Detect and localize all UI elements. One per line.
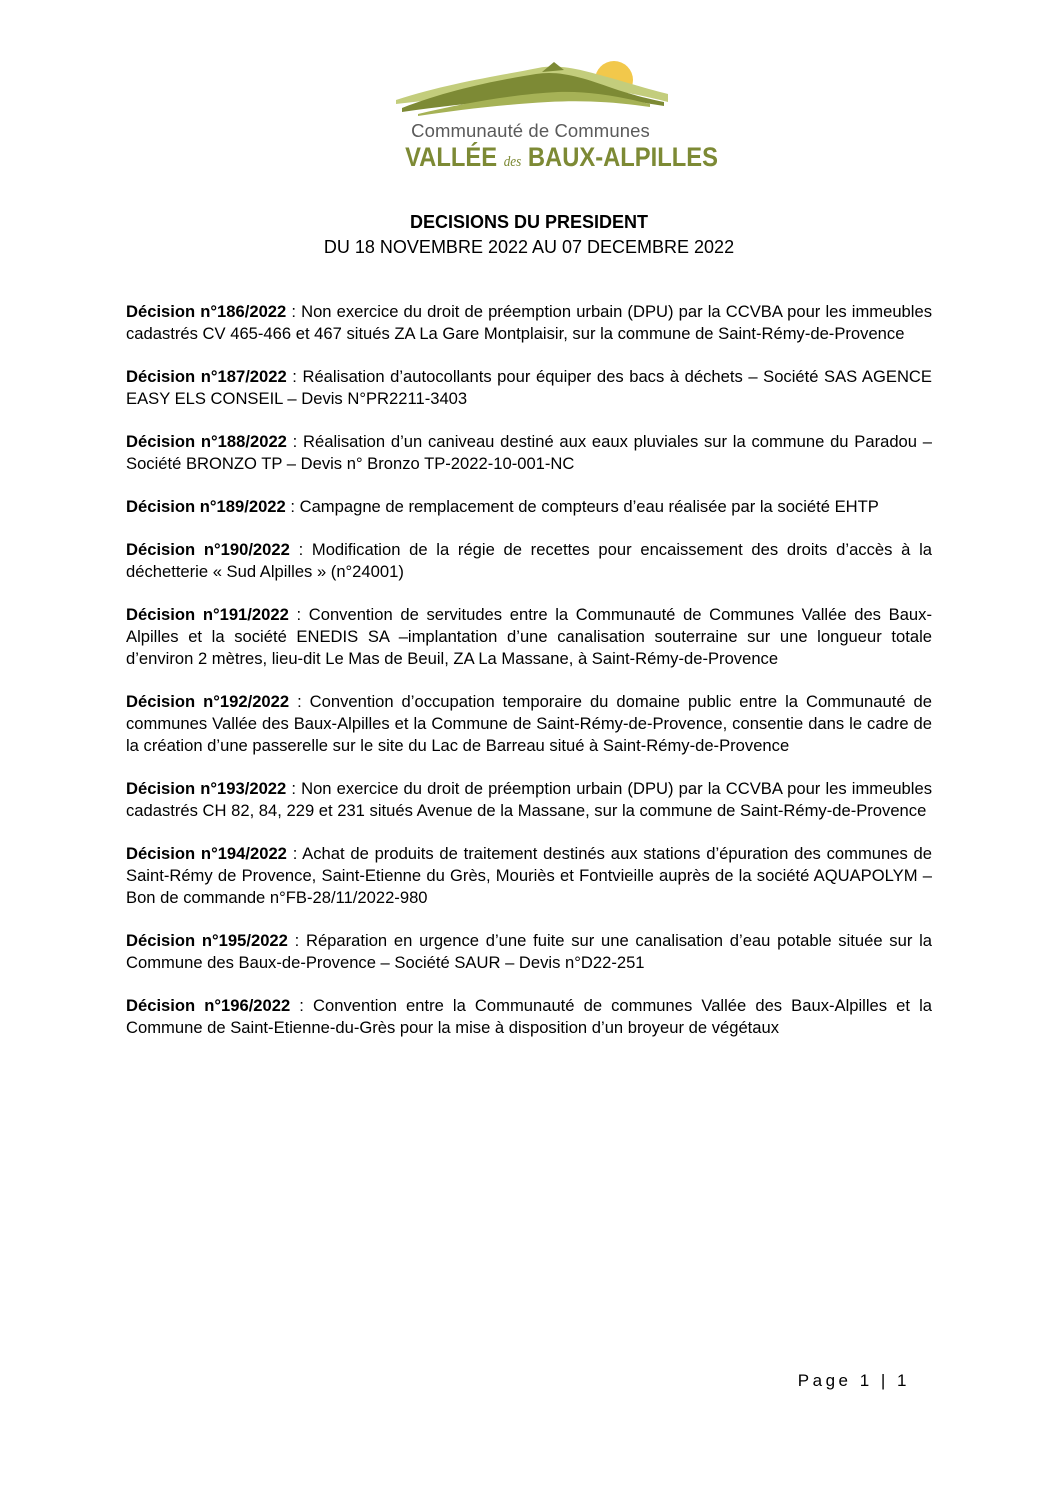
- document-title: DECISIONS DU PRESIDENT: [409, 212, 649, 232]
- decisions-list: [126, 301, 932, 1060]
- decision-number: Décision n°193/2022: [126, 779, 287, 798]
- decision-number: Décision n°187/2022: [126, 367, 287, 386]
- decision-text: : Réparation en urgence d’une fuite sur une canalisation d’eau potable située sur la Commune des Baux-de-Provence – Société SAUR – Devis n°D22-251: [126, 931, 932, 972]
- decision-item: [126, 539, 932, 583]
- decision-number: Décision n°192/2022: [126, 692, 290, 711]
- logo-word-baux-alpilles: BAUX-ALPILLES: [527, 142, 718, 172]
- decision-text: : Non exercice du droit de préemption urbain (DPU) par la CCVBA pour les immeubles cadastrés CV 465-466 et 467 situés ZA La Gare Montplaisir, sur la commune de Saint-Rémy-de-Provence: [126, 302, 932, 343]
- logo-word-vallee: VALLÉE: [405, 142, 498, 172]
- decision-item: [126, 930, 932, 974]
- decision-item: [126, 604, 932, 670]
- decision-number: Décision n°189/2022: [126, 497, 286, 516]
- ccvba-logo: [388, 58, 718, 178]
- decision-number: Décision n°191/2022: [126, 605, 289, 624]
- document-header: [126, 210, 932, 260]
- hills-sun-icon: [388, 58, 673, 120]
- decision-item: [126, 778, 932, 822]
- decision-text: : Convention d’occupation temporaire du domaine public entre la Communauté de communes Vallée des Baux-Alpilles et la Commune de Saint-Rémy-de-Provence, consentie dans le cadre de la création d’une passerelle sur le site du Lac de Barreau situé à Saint-Rémy-de-Provence: [126, 692, 932, 755]
- document-subtitle: DU 18 NOVEMBRE 2022 AU 07 DECEMBRE 2022: [323, 237, 735, 257]
- decision-text: : Non exercice du droit de préemption urbain (DPU) par la CCVBA pour les immeubles cadastrés CH 82, 84, 229 et 231 situés Avenue de la Massane, sur la commune de Saint-Rémy-de-Provence: [126, 779, 932, 820]
- decision-number: Décision n°190/2022: [126, 540, 290, 559]
- logo-word-des: des: [503, 154, 522, 170]
- decision-text: : Achat de produits de traitement destinés aux stations d’épuration des communes de Saint-Rémy de Provence, Saint-Etienne du Grès, Mouriès et Fontvieille auprès de la société AQUAPOLYM – Bon de commande n°FB-28/11/2022-980: [126, 844, 932, 907]
- decision-text: : Réalisation d’autocollants pour équiper des bacs à déchets – Société SAS AGENCE EASY ELS CONSEIL – Devis N°PR2211-3403: [126, 367, 932, 408]
- decision-text: : Campagne de remplacement de compteurs d’eau réalisée par la société EHTP: [285, 497, 879, 516]
- decision-item: [126, 496, 932, 518]
- decision-text: : Convention entre la Communauté de communes Vallée des Baux-Alpilles et la Commune de Saint-Etienne-du-Grès pour la mise à disposition d’un broyeur de végétaux: [126, 996, 932, 1037]
- decision-item: [126, 691, 932, 757]
- decision-number: Décision n°194/2022: [126, 844, 287, 863]
- logo-line2: [405, 142, 718, 173]
- decision-text: : Convention de servitudes entre la Communauté de Communes Vallée des Baux-Alpilles et la société ENEDIS SA –implantation d’une canalisation souterraine sur une longueur totale d’environ 2 mètres, lieu-dit Le Mas de Beuil, ZA La Massane, à Saint-Rémy-de-Provence: [126, 605, 932, 668]
- decision-number: Décision n°195/2022: [126, 931, 288, 950]
- logo-line1: Communauté de Communes: [411, 120, 650, 141]
- decision-number: Décision n°196/2022: [126, 996, 291, 1015]
- decision-item: [126, 431, 932, 475]
- decision-item: [126, 995, 932, 1039]
- page-number: Page 1 | 1: [797, 1371, 910, 1390]
- decision-item: [126, 366, 932, 410]
- decision-number: Décision n°186/2022: [126, 302, 287, 321]
- decision-text: : Modification de la régie de recettes pour encaissement des droits d’accès à la déchetterie « Sud Alpilles » (n°24001): [126, 540, 932, 581]
- decision-text: : Réalisation d’un caniveau destiné aux eaux pluviales sur la commune du Paradou – Société BRONZO TP – Devis n° Bronzo TP-2022-10-001-NC: [126, 432, 932, 473]
- decision-item: [126, 843, 932, 909]
- decision-item: [126, 301, 932, 345]
- decision-number: Décision n°188/2022: [126, 432, 287, 451]
